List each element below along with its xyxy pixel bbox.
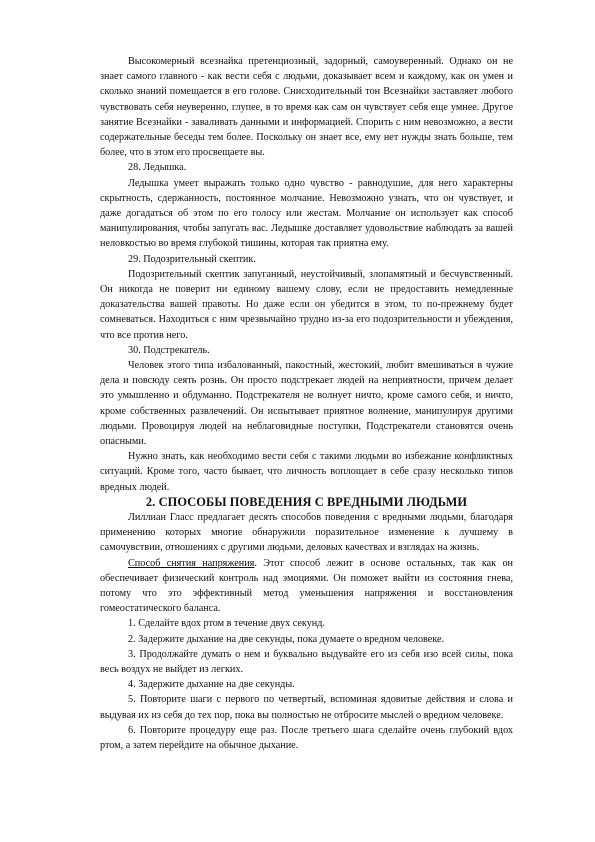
paragraph-method (100, 556, 513, 617)
page-content (100, 54, 513, 753)
paragraph-skeptic: Подозрительный скептик запуганный, неустойчивый, злопамятный и бесчувственный. Он никогда не поверит ни единому вашему слову, если не предоставить немедленные доказательства вашей правоты. Но даже если он убедится в этом, то по-прежнему будет сомневаться. Находиться с ним чрезвычайно трудно из-за его подозрительности и убеждения, что все против него. (100, 268, 513, 341)
paragraph-know-it-all: Высокомерный всезнайка претенциозный, задорный, самоуверенный. Однако он не знает самого главного - как вести себя с людьми, доказывает всем и каждому, как он умен и сколько знаний помещается в его голове. Снисходительный тон Всезнайки заставляет любого чувствовать себя неуверенно, глупее, в то время как сам он чувствует себя еще умнее. Другое занятие Всезнайки - заваливать данными и информацией. Спорить с ним невозможно, а вести содержательные беседы тем более. Поскольку он знает все, ему нет нужды знать больше, тем более, что в этом его просвещаете вы. (100, 56, 513, 159)
paragraph-intro: Лиллиан Гласс предлагает десять способов поведения с вредными людьми, благодаря применению которых многие обнаружили поразительное изменение к лучшему в самочувствии, отношениях с другими людьми, деловых качествах и взглядах на жизнь. (100, 511, 513, 554)
step-3: 3. Продолжайте думать о нем и буквально выдувайте его из себя изо всей силы, пока весь воздух не выйдет из легких. (100, 648, 513, 675)
section-heading: 2. СПОСОБЫ ПОВЕДЕНИЯ С ВРЕДНЫМИ ЛЮДЬМИ (145, 494, 468, 509)
method-description: . Этот способ лежит в основе остальных, так как он обеспечивает физический контроль над эмоциями. Он поможет выйти из состояния гнева, потому что это эффективный метод уменьшения напряжения и восстановления гомеостатического баланса. (100, 557, 513, 615)
step-6: 6. Повторите процедуру еще раз. После третьего шага сделайте очень глубокий вдох ртом, а затем перейдите на обычное дыхание. (100, 724, 513, 751)
step-5: 5. Повторите шаги с первого по четвертый, вспоминая ядовитые действия и слова и выдувая их из себя до тех пор, пока вы полностью не отбросите мыслей о вредном человеке. (100, 694, 513, 721)
step-4: 4. Задержите дыхание на две секунды. (128, 679, 295, 691)
method-term: Способ снятия напряжения (128, 557, 255, 569)
item-28-heading: 28. Ледышка. (128, 162, 187, 174)
paragraph-icicle: Ледышка умеет выражать только одно чувство - равнодушие, для него характерны скрытность, сдержанность, постоянное молчание. Невозможно узнать, что он чувствует, и даже догадаться об этом по его голосу или жестам. Молчание он использует как способ манипулирования, чтобы запугать вас. Ледышке доставляет удовольствие наблюдать за вашей неловкостью во время глубокой тишины, которая так приятна ему. (100, 177, 513, 250)
step-1: 1. Сделайте вдох ртом в течение двух секунд. (128, 618, 325, 630)
paragraph-instigator: Человек этого типа избалованный, пакостный, жестокий, любит вмешиваться в чужие дела и повсюду сеять рознь. Он просто подстрекает людей на неприятности, причем делает это умышленно и обдуманно. Подстрекателя не волнует ничто, кроме самого себя, и ничто, кроме собственных развлечений. Он испытывает приятное волнение, манипулируя другими людьми. Провоцируя людей на неблаговидные поступки, Подстрекатели становятся очень опасными. (100, 360, 513, 448)
item-29-heading: 29. Подозрительный скептик. (128, 253, 256, 265)
item-30-heading: 30. Подстрекатель. (128, 344, 210, 356)
paragraph-summary: Нужно знать, как необходимо вести себя с такими людьми во избежание конфликтных ситуаций. Кроме того, часто бывает, что личность воплощает в себе сразу несколько типов вредных людей. (100, 451, 513, 493)
step-2: 2. Задержите дыхание на две секунды, пока думаете о вредном человеке. (128, 633, 445, 645)
